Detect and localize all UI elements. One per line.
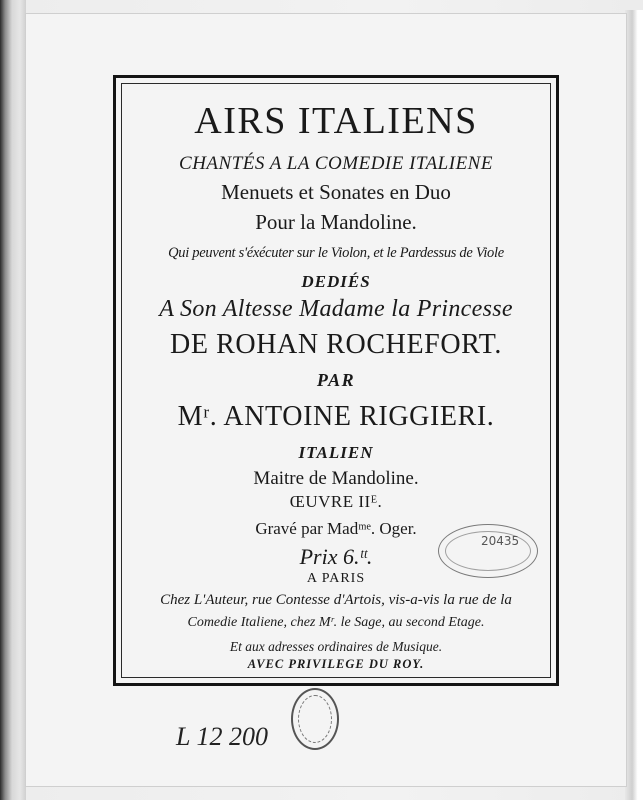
engraved-border-frame [113,75,559,686]
stamp-number: 20435 [481,534,520,548]
price: Prix 6.ᵗᵗ. [299,544,373,569]
royal-privilege: AVEC PRIVILEGE DU ROY. [247,657,425,671]
opus-number: ŒUVRE IIᴱ. [289,492,383,511]
author-nationality: ITALIEN [298,443,374,462]
author-role: Maitre de Mandoline. [253,468,419,489]
call-number: L 12 200 [176,722,268,751]
engraver-credit: Gravé par Madᵐᵉ. Oger. [255,519,417,538]
line-mandoline: Pour la Mandoline. [255,210,417,234]
title-page-content [116,78,556,683]
library-stamp-icon [438,524,538,578]
subtitle: CHANTÉS A LA COMEDIE ITALIENE [179,153,493,174]
other-addresses: Et aux adresses ordinaires de Musique. [229,639,443,654]
dedicatee-name: DE ROHAN ROCHEFORT. [170,329,502,360]
main-title: AIRS ITALIENS [194,100,478,142]
page-edge [625,10,643,800]
place-of-publication: A PARIS [306,571,366,586]
by-label: PAR [316,370,356,390]
line-menuets: Menuets et Sonates en Duo [221,180,451,204]
author-name: Mʳ. ANTOINE RIGGIERI. [177,401,495,432]
dedicatee-title: A Son Altesse Madame la Princesse [159,296,513,322]
dedication-heading: DEDIÉS [301,272,371,291]
line-instruments: Qui peuvent s'éxécuter sur le Violon, et le Pardessus de Viole [168,245,504,261]
book-spine [0,0,26,800]
publisher-address-line-1: Chez L'Auteur, rue Contesse d'Artois, vis-a-vis la rue de la [160,592,512,608]
library-seal-icon [291,688,339,750]
publisher-address-line-2: Comedie Italiene, chez Mʳ. le Sage, au second Etage. [187,615,485,630]
